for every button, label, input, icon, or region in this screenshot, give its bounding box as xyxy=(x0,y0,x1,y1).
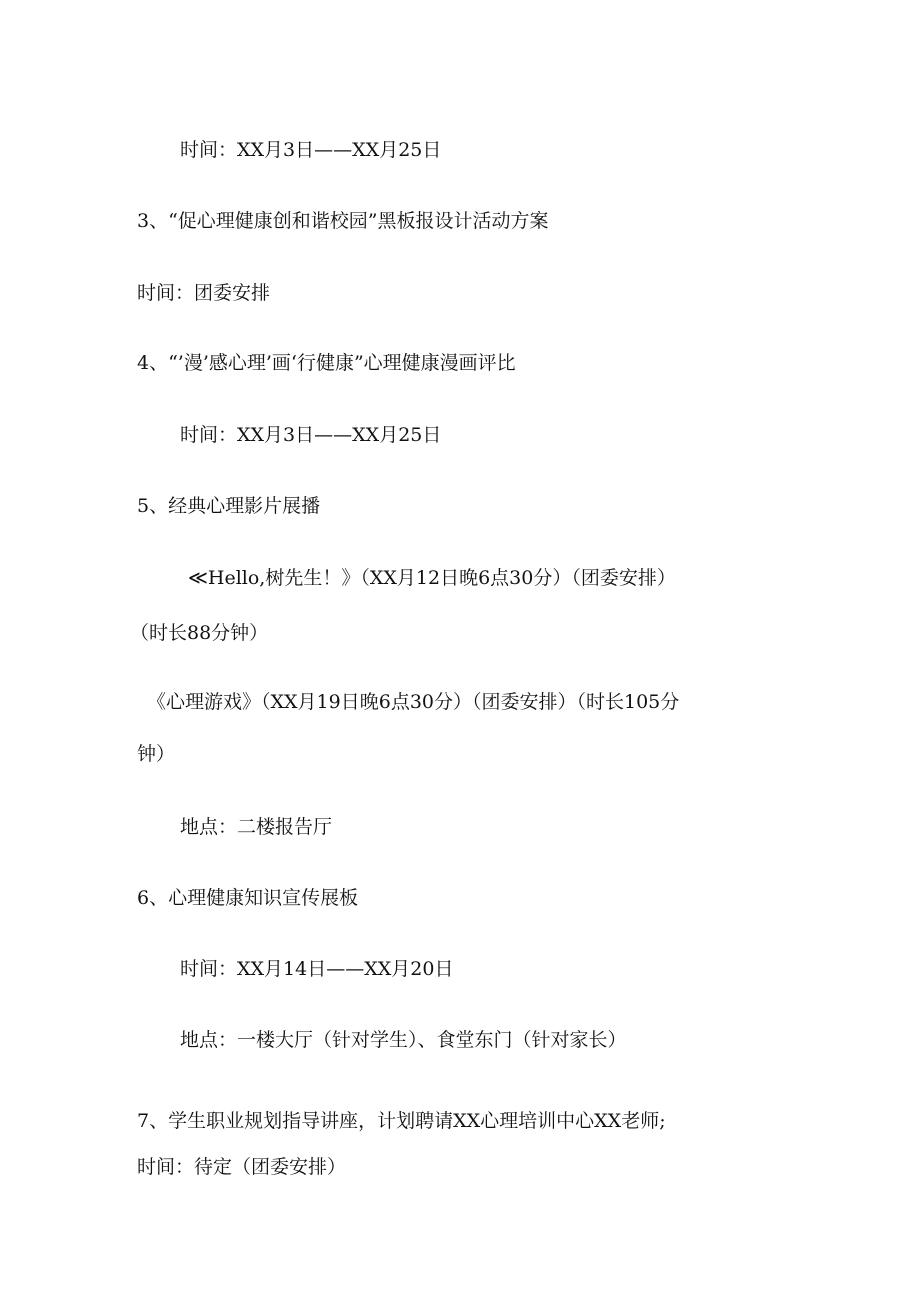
film-2-line-2: 钟） xyxy=(137,743,176,765)
activity-5-location: 地点：二楼报告厅 xyxy=(180,816,333,838)
activity-6-title: 6、心理健康知识宣传展板 xyxy=(137,887,359,909)
activity-6-time: 时间：XX月14日——XX月20日 xyxy=(180,958,454,980)
film-1-line-2: （时长88分钟） xyxy=(130,622,269,644)
activity-5-title: 5、经典心理影片展播 xyxy=(137,495,321,517)
film-2-line-1: 《心理游戏》（XX月19日晚6点30分）（团委安排）（时长105分 xyxy=(147,691,680,713)
activity-6-location: 地点：一楼大厅（针对学生）、食堂东门（针对家长） xyxy=(180,1029,627,1051)
film-1-line-1: ≪Hello,树先生！》（XX月12日晚6点30分）（团委安排） xyxy=(188,567,676,589)
activity-7-title: 7、学生职业规划指导讲座，计划聘请XX心理培训中心XX老师; xyxy=(137,1110,666,1132)
activity-3-title: 3、“促心理健康创和谐校园”黑板报设计活动方案 xyxy=(137,210,549,232)
activity-2-time: 时间：XX月3日——XX月25日 xyxy=(180,139,442,161)
activity-7-time: 时间：待定（团委安排） xyxy=(137,1156,347,1178)
activity-4-time: 时间：XX月3日——XX月25日 xyxy=(180,424,442,446)
activity-3-time: 时间：团委安排 xyxy=(137,282,271,304)
activity-4-title: 4、“’漫’感心理’画‘行健康”心理健康漫画评比 xyxy=(137,352,516,374)
